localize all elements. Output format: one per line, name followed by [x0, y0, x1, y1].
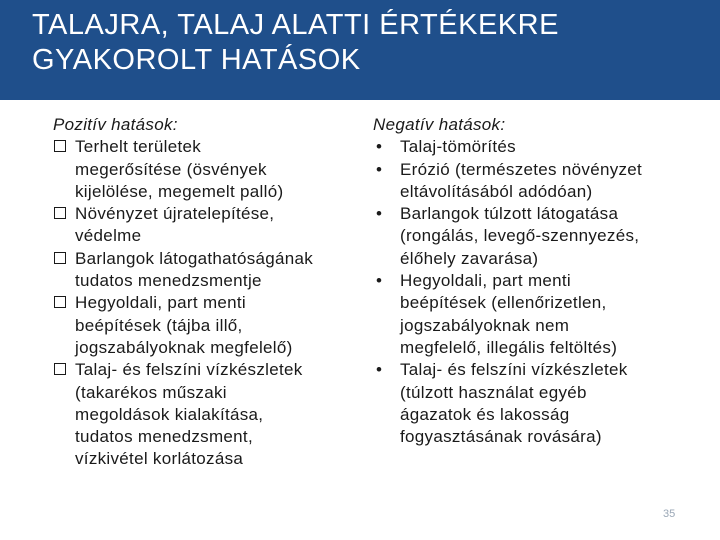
item-line: Terhelt területek	[75, 137, 202, 157]
item-line: (túlzott használat egyéb	[400, 382, 587, 402]
item-line: Növényzet újratelepítése,	[75, 204, 275, 224]
negative-column	[373, 114, 673, 448]
positive-item	[53, 203, 353, 248]
slide-title-line-2: GYAKOROLT HATÁSOK	[32, 44, 361, 76]
slide-title-line-1: TALAJRA, TALAJ ALATTI ÉRTÉKEKRE	[32, 9, 559, 41]
item-line: beépítések (tájba illő,	[75, 315, 243, 335]
item-line: tudatos menedzsment,	[75, 427, 253, 447]
checkbox-icon	[54, 252, 66, 264]
item-line: jogszabályoknak nem	[400, 315, 570, 335]
item-line: kijelölése, megemelt palló)	[75, 181, 284, 201]
negative-list	[373, 136, 673, 448]
item-line: beépítések (ellenőrizetlen,	[400, 293, 607, 313]
item-line: Talaj- és felszíni vízkészletek	[75, 360, 303, 380]
checkbox-icon	[54, 207, 66, 219]
item-line: élőhely zavarása)	[400, 248, 539, 268]
positive-item	[53, 248, 353, 293]
negative-item	[373, 270, 673, 359]
negative-item	[373, 159, 673, 204]
item-line: Hegyoldali, part menti	[400, 271, 572, 291]
item-line: védelme	[75, 226, 142, 246]
item-line: tudatos menedzsmentje	[75, 271, 262, 291]
bullet-icon: •	[376, 360, 383, 380]
item-line: eltávolításából adódóan)	[400, 181, 593, 201]
item-line: megfelelő, illegális feltöltés)	[400, 337, 618, 357]
page-number: 35	[663, 508, 676, 520]
item-line: megoldások kialakítása,	[75, 404, 264, 424]
item-line: Hegyoldali, part menti	[75, 293, 247, 313]
item-line: (takarékos műszaki	[75, 382, 227, 402]
negative-item	[373, 136, 673, 158]
checkbox-icon	[54, 363, 66, 375]
item-line: megerősítése (ösvények	[75, 159, 267, 179]
positive-heading: Pozitív hatások:	[53, 115, 178, 134]
item-line: ágazatok és lakosság	[400, 404, 570, 424]
item-line: vízkivétel korlátozása	[75, 449, 244, 469]
positive-column	[53, 114, 353, 471]
negative-item	[373, 203, 673, 270]
bullet-icon: •	[376, 271, 383, 291]
positive-item	[53, 136, 353, 203]
item-line: Barlangok látogathatóságának	[75, 248, 314, 268]
checkbox-icon	[54, 296, 66, 308]
positive-item	[53, 359, 353, 470]
item-line: Barlangok túlzott látogatása	[400, 204, 619, 224]
bullet-icon: •	[376, 159, 383, 179]
item-line: Talaj- és felszíni vízkészletek	[400, 360, 628, 380]
slide-title	[32, 8, 559, 78]
item-line: Talaj-tömörítés	[400, 137, 516, 157]
item-line: jogszabályoknak megfelelő)	[75, 337, 293, 357]
negative-heading: Negatív hatások:	[373, 115, 506, 134]
positive-list	[53, 136, 353, 470]
positive-item	[53, 292, 353, 359]
negative-item	[373, 359, 673, 448]
item-line: fogyasztásának rovására)	[400, 427, 602, 447]
checkbox-icon	[54, 140, 66, 152]
item-line: Erózió (természetes növényzet	[400, 159, 643, 179]
bullet-icon: •	[376, 137, 383, 157]
item-line: (rongálás, levegő-szennyezés,	[400, 226, 640, 246]
bullet-icon: •	[376, 204, 383, 224]
